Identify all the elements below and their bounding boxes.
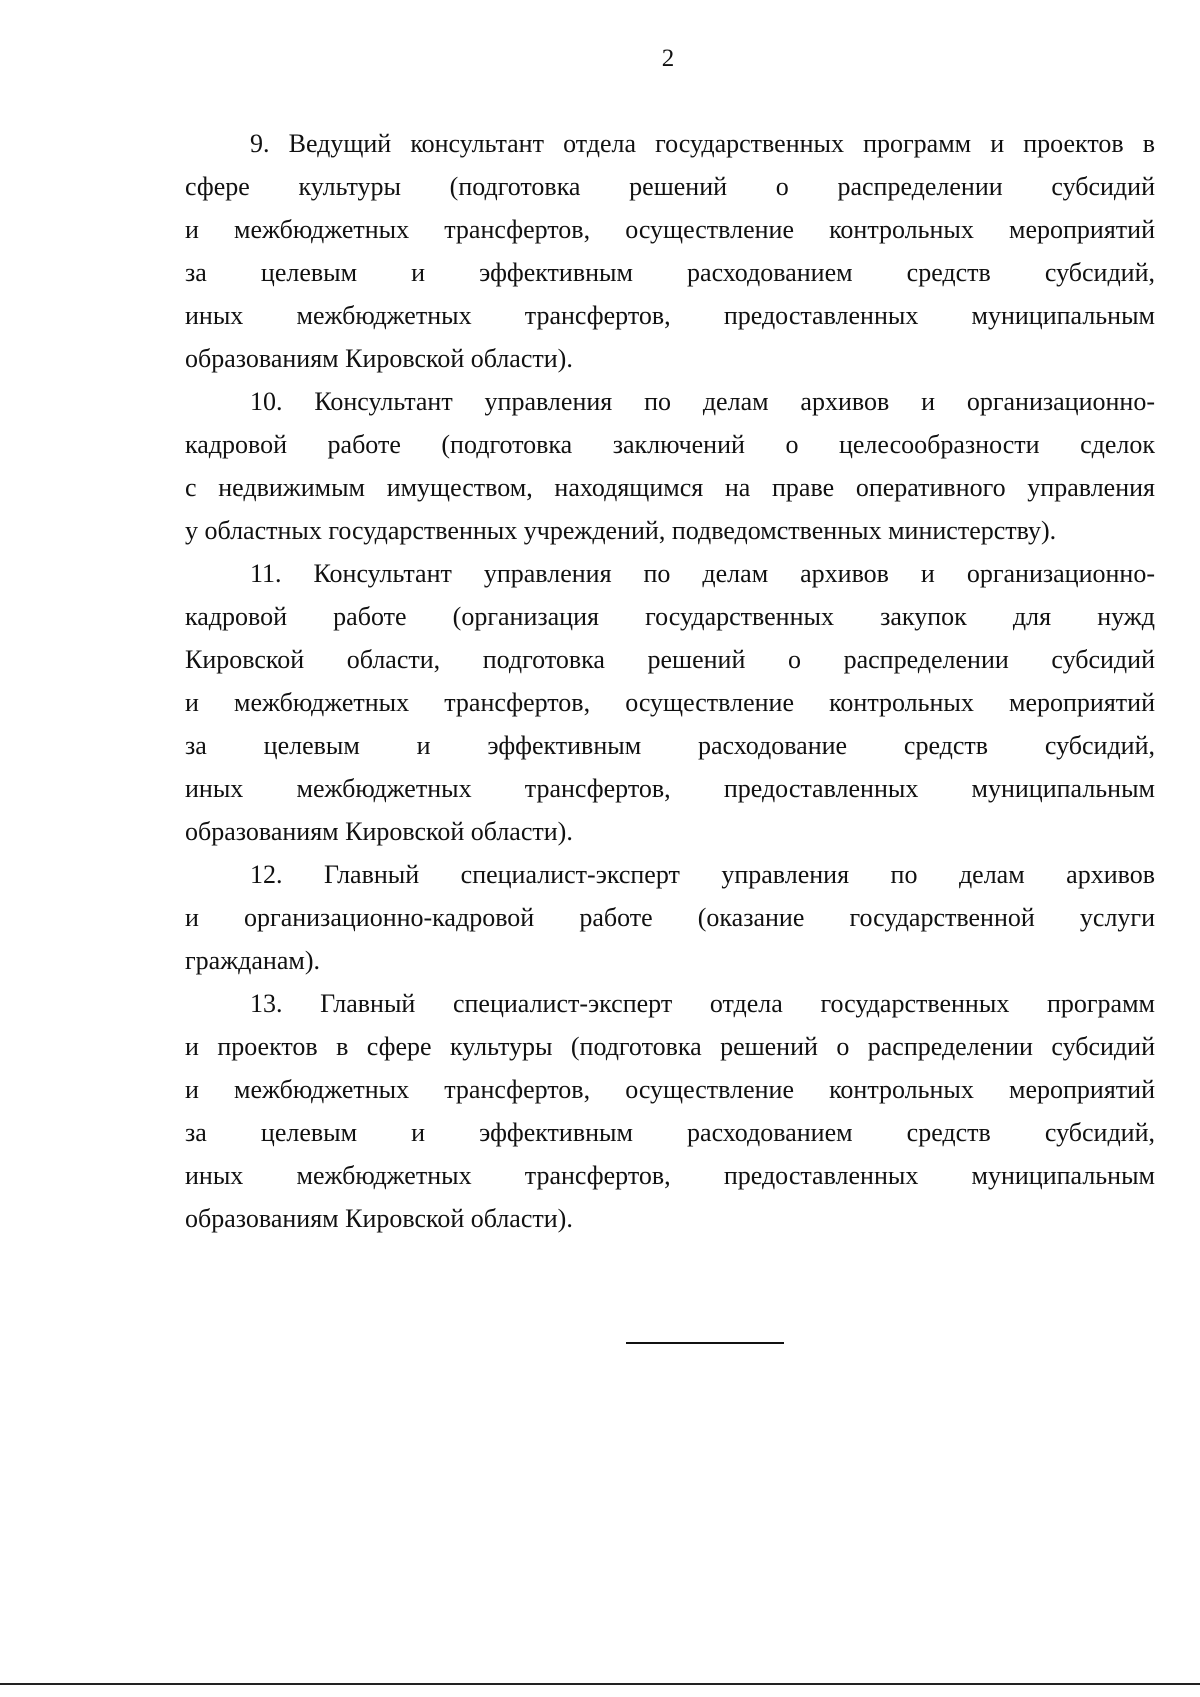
text-line: 9. Ведущий консультант отдела государственных программ и проектов в xyxy=(250,129,1155,158)
text-line: гражданам). xyxy=(185,946,321,975)
text-line: и организационно-кадровой работе (оказание государственной услуги xyxy=(185,903,1155,932)
text-line: иных межбюджетных трансфертов, предоставленных муниципальным xyxy=(185,301,1155,330)
paragraph-item-9 xyxy=(185,122,1155,380)
paragraph-item-11 xyxy=(185,552,1155,853)
text-line: кадровой работе (организация государственных закупок для нужд xyxy=(185,602,1155,631)
text-line: сфере культуры (подготовка решений о распределении субсидий xyxy=(185,172,1155,201)
text-line: и проектов в сфере культуры (подготовка решений о распределении субсидий xyxy=(185,1032,1155,1061)
text-line: 13. Главный специалист-эксперт отдела государственных программ xyxy=(250,989,1155,1018)
text-line: и межбюджетных трансфертов, осуществление контрольных мероприятий xyxy=(185,215,1155,244)
text-line: образованиям Кировской области). xyxy=(185,817,573,846)
document-body xyxy=(185,122,1155,1240)
text-line: и межбюджетных трансфертов, осуществление контрольных мероприятий xyxy=(185,688,1155,717)
text-line: Кировской области, подготовка решений о распределении субсидий xyxy=(185,645,1155,674)
text-line: за целевым и эффективным расходование средств субсидий, xyxy=(185,731,1155,760)
end-of-document-divider xyxy=(626,1342,784,1344)
text-line: и межбюджетных трансфертов, осуществление контрольных мероприятий xyxy=(185,1075,1155,1104)
text-line: 10. Консультант управления по делам архивов и организационно- xyxy=(250,387,1155,416)
text-line: 12. Главный специалист-эксперт управления по делам архивов xyxy=(250,860,1155,889)
paragraph-item-10 xyxy=(185,380,1155,552)
text-line: за целевым и эффективным расходованием средств субсидий, xyxy=(185,1118,1155,1147)
text-line: у областных государственных учреждений, подведомственных министерству). xyxy=(185,516,1057,545)
text-line: иных межбюджетных трансфертов, предоставленных муниципальным xyxy=(185,774,1155,803)
text-line: с недвижимым имуществом, находящимся на праве оперативного управления xyxy=(185,473,1155,502)
text-line: образованиям Кировской области). xyxy=(185,344,573,373)
text-line: образованиям Кировской области). xyxy=(185,1204,573,1233)
paragraph-item-12 xyxy=(185,853,1155,982)
text-line: иных межбюджетных трансфертов, предоставленных муниципальным xyxy=(185,1161,1155,1190)
text-line: кадровой работе (подготовка заключений о целесообразности сделок xyxy=(185,430,1155,459)
text-line: за целевым и эффективным расходованием средств субсидий, xyxy=(185,258,1155,287)
page-number: 2 xyxy=(661,45,675,72)
page-bottom-edge-line xyxy=(0,1683,1200,1685)
text-line: 11. Консультант управления по делам архивов и организационно- xyxy=(250,559,1155,588)
paragraph-item-13 xyxy=(185,982,1155,1240)
